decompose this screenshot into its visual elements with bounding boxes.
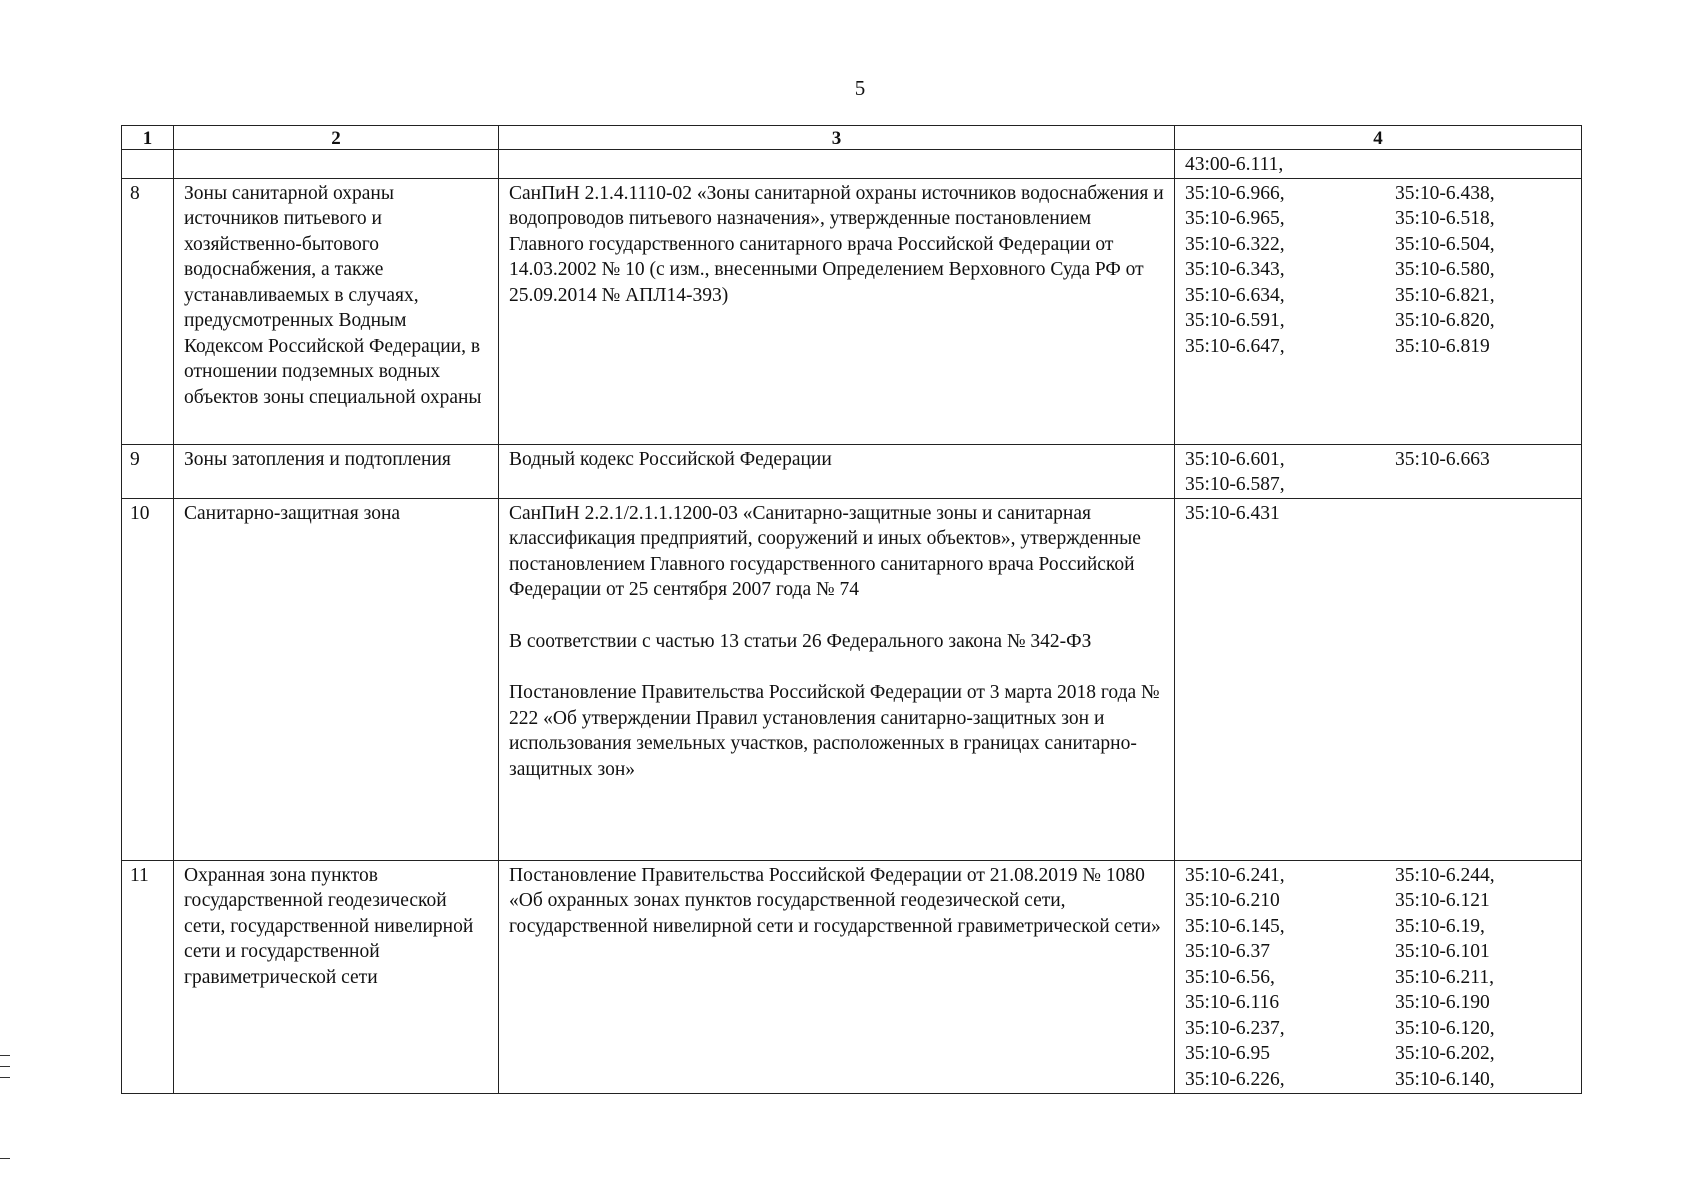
legal-basis bbox=[499, 178, 1175, 444]
cadastral-code: 35:10-6.966, bbox=[1185, 182, 1285, 204]
basis-paragraph: Постановление Правительства Российской Федерации от 21.08.2019 № 1080 «Об охранных зонах пунктов государственной геодезической сети, государственной нивелирной сети и государственной гравиметрической сети» bbox=[509, 864, 1161, 937]
cadastral-code: 35:10-6.663 bbox=[1395, 448, 1490, 470]
cadastral-code: 35:10-6.965, bbox=[1185, 208, 1285, 229]
cadastral-code: 35:10-6.202, bbox=[1395, 1043, 1495, 1064]
cadastral-code: 35:10-6.322, bbox=[1185, 233, 1285, 255]
table-row bbox=[122, 444, 1582, 498]
row-number: 9 bbox=[122, 444, 174, 498]
cadastral-code: 35:10-6.587, bbox=[1185, 474, 1285, 495]
header-col-2: 2 bbox=[174, 126, 499, 150]
cadastral-code: 35:10-6.116 bbox=[1185, 992, 1280, 1013]
basis-paragraph: Постановление Правительства Российской Федерации от 3 марта 2018 года № 222 «Об утверждении Правил установления санитарно-защитных зон и использования земельных участков, расположенных в границах санитарно-защитных зон» bbox=[509, 682, 1160, 780]
cadastral-code: 35:10-6.438, bbox=[1395, 182, 1495, 204]
basis-paragraph: СанПиН 2.1.4.1110-02 «Зоны санитарной охраны источников водоснабжения и водопроводов питьевого назначения», утвержденные постановлением Главного государственного санитарного врача Российской Федерации от 14.03.2002 № 10 (с изм., внесенными Определением Верховного Суда РФ от 25.09.2014 № АПЛ14-393) bbox=[509, 182, 1164, 306]
header-row bbox=[122, 126, 1582, 150]
continuation-row bbox=[122, 150, 1582, 179]
cadastral-codes bbox=[1175, 444, 1582, 498]
basis-paragraph: СанПиН 2.2.1/2.1.1.1200-03 «Санитарно-защитные зоны и санитарная классификация предприятий, сооружений и иных объектов», утвержденные постановлением Главного государственного санитарного врача Российской Федерации от 25 сентября 2007 года № 74 bbox=[509, 502, 1141, 600]
row-number: 10 bbox=[122, 498, 174, 860]
row-number: 8 bbox=[122, 178, 174, 444]
cadastral-code: 35:10-6.820, bbox=[1395, 310, 1495, 331]
header-col-1: 1 bbox=[122, 126, 174, 150]
cadastral-code: 35:10-6.101 bbox=[1395, 941, 1490, 962]
legal-basis bbox=[499, 860, 1175, 1093]
zone-name: Зоны санитарной охраны источников питьевого и хозяйственно-бытового водоснабжения, а также устанавливаемых в случаях, предусмотренных Водным Кодексом Российской Федерации, в отношении подземных водных объектов зоны специальной охраны bbox=[174, 178, 499, 444]
cadastral-codes bbox=[1175, 860, 1582, 1093]
cadastral-code: 35:10-6.19, bbox=[1395, 915, 1485, 937]
table-row bbox=[122, 860, 1582, 1093]
cadastral-code: 35:10-6.140, bbox=[1395, 1068, 1495, 1090]
cadastral-code: 35:10-6.244, bbox=[1395, 864, 1495, 886]
cadastral-code: 35:10-6.56, bbox=[1185, 966, 1275, 988]
cadastral-code: 35:10-6.95 bbox=[1185, 1043, 1271, 1064]
cadastral-code: 35:10-6.518, bbox=[1395, 208, 1495, 229]
cadastral-code: 35:10-6.343, bbox=[1185, 259, 1285, 280]
cell-empty bbox=[122, 150, 174, 179]
basis-paragraph: Водный кодекс Российской Федерации bbox=[509, 448, 832, 470]
cadastral-codes bbox=[1175, 498, 1582, 860]
table-row bbox=[122, 498, 1582, 860]
cadastral-code: 43:00-6.111, bbox=[1185, 154, 1284, 175]
zone-name: Охранная зона пунктов государственной геодезической сети, государственной нивелирной сети и государственной гравиметрической сети bbox=[174, 860, 499, 1093]
cadastral-code: 35:10-6.120, bbox=[1395, 1017, 1495, 1039]
cadastral-code: 35:10-6.145, bbox=[1185, 915, 1285, 937]
page-number: 5 bbox=[854, 76, 866, 100]
zone-name: Санитарно-защитная зона bbox=[174, 498, 499, 860]
cadastral-code bbox=[1395, 472, 1585, 498]
cadastral-code: 35:10-6.210 bbox=[1185, 890, 1280, 911]
cadastral-code: 35:10-6.121 bbox=[1395, 890, 1490, 911]
cadastral-code: 35:10-6.241, bbox=[1185, 864, 1285, 886]
cadastral-code: 35:10-6.431 bbox=[1185, 502, 1280, 524]
cadastral-code: 35:10-6.819 bbox=[1395, 335, 1490, 357]
cell-empty bbox=[174, 150, 499, 179]
cadastral-code bbox=[1395, 501, 1585, 527]
cadastral-code: 35:10-6.504, bbox=[1395, 233, 1495, 255]
header-col-4: 4 bbox=[1175, 126, 1582, 150]
cadastral-code: 35:10-6.591, bbox=[1185, 310, 1285, 331]
cadastral-code: 35:10-6.226, bbox=[1185, 1068, 1285, 1090]
table-row bbox=[122, 178, 1582, 444]
cadastral-code: 35:10-6.821, bbox=[1395, 284, 1495, 306]
cadastral-code: 35:10-6.580, bbox=[1395, 259, 1495, 280]
zones-table bbox=[121, 125, 1582, 1094]
cadastral-code: 35:10-6.211, bbox=[1395, 966, 1494, 988]
legal-basis bbox=[499, 498, 1175, 860]
basis-paragraph: В соответствии с частью 13 статьи 26 Федерального закона № 342-ФЗ bbox=[509, 630, 1092, 652]
cadastral-codes bbox=[1175, 178, 1582, 444]
header-col-3: 3 bbox=[499, 126, 1175, 150]
legal-basis bbox=[499, 444, 1175, 498]
zone-name: Зоны затопления и подтопления bbox=[174, 444, 499, 498]
row-number: 11 bbox=[122, 860, 174, 1093]
cadastral-code: 35:10-6.601, bbox=[1185, 448, 1285, 470]
cadastral-code: 35:10-6.647, bbox=[1185, 335, 1285, 357]
cadastral-code: 35:10-6.237, bbox=[1185, 1017, 1285, 1039]
binding-margin-marks bbox=[0, 1055, 12, 1169]
cadastral-code: 35:10-6.37 bbox=[1185, 941, 1271, 962]
cadastral-code: 35:10-6.190 bbox=[1395, 992, 1490, 1013]
cell-empty bbox=[499, 150, 1175, 179]
continuation-codes bbox=[1175, 150, 1582, 179]
cadastral-code: 35:10-6.634, bbox=[1185, 284, 1285, 306]
